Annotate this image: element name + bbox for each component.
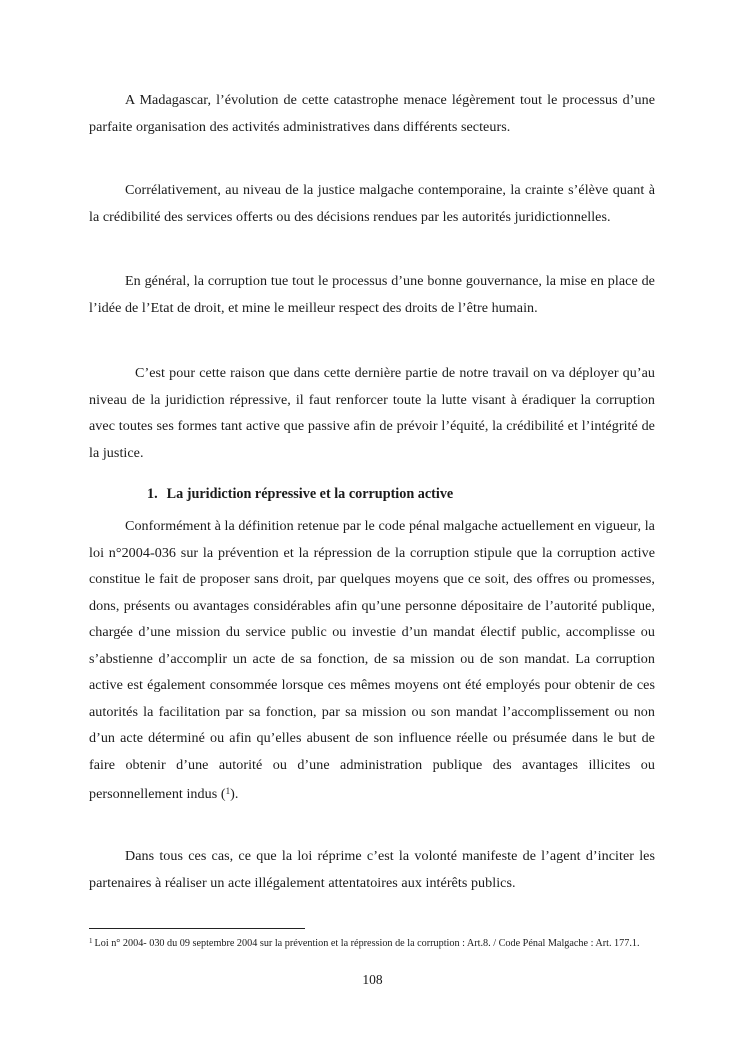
paragraph-text: Dans tous ces cas, ce que la loi réprime c’est la volonté manifeste de l’agent d’inciter les partenaires à réaliser un acte illégalement attentatoires aux intérêts publics. bbox=[89, 848, 655, 891]
paragraph-dans-tous bbox=[89, 843, 655, 896]
paragraph-text: En général, la corruption tue tout le processus d’une bonne gouvernance, la mise en place de l’idée de l’Etat de droit, et mine le meilleur respect des droits de l’être humain. bbox=[89, 273, 655, 316]
paragraph-text: Corrélativement, au niveau de la justice malgache contemporaine, la crainte s’élève quant à la crédibilité des services offerts ou des décisions rendues par les autorités juridictionnelles. bbox=[89, 182, 655, 225]
page-number: 108 bbox=[362, 972, 383, 987]
paragraph-text bbox=[89, 513, 655, 808]
footnote-text: Loi n° 2004- 030 du 09 septembre 2004 sur la prévention et la répression de la corruption : Art.8. / Code Pénal Malgache : Art. 177.1. bbox=[94, 938, 640, 949]
paragraph-cest-pour bbox=[89, 360, 655, 466]
footnote-reference[interactable]: 1 bbox=[225, 786, 231, 796]
footnote-marker: 1 bbox=[89, 937, 93, 945]
paragraph-conformement bbox=[89, 513, 655, 808]
footnote bbox=[89, 934, 649, 951]
section-heading bbox=[147, 481, 453, 507]
paragraph-en-general bbox=[89, 268, 655, 321]
footnote-divider bbox=[89, 928, 305, 929]
section-number: 1. bbox=[147, 486, 158, 502]
paragraph-correlativement bbox=[89, 177, 655, 230]
paragraph-end: ). bbox=[230, 786, 239, 802]
paragraph-body: Conformément à la définition retenue par le code pénal malgache actuellement en vigueur, la loi n°2004-036 sur la prévention et la répression de la corruption stipule que la corruption active constitue le fait de proposer sans droit, par quelques moyens que ce soit, des offres ou promesses, dons, présents ou avantages considérables afin qu’une personne dépositaire de l’autorité publique, chargée d’une mission du service public ou investie d’un mandat électif public, accomplisse ou s’abstienne d’accomplir un acte de sa fonction, de sa mission ou de son mandat. La corruption active est également consommée lorsque ces mêmes moyens ont été employés pour obtenir de ces autorités la facilitation par sa fonction, par sa mission ou son mandat l’accomplissement ou non d’un acte déterminé ou afin qu’elles abusent de son influence réelle ou présumée dans le but de faire obtenir d’une autorité ou d’une administration publique des avantages illicites ou personnellement indus ( bbox=[89, 518, 655, 802]
paragraph-madagascar bbox=[89, 87, 655, 140]
section-title: La juridiction répressive et la corruption active bbox=[166, 486, 454, 502]
paragraph-text: A Madagascar, l’évolution de cette catastrophe menace légèrement tout le processus d’une parfaite organisation des activités administratives dans différents secteurs. bbox=[89, 92, 655, 135]
paragraph-text: C’est pour cette raison que dans cette dernière partie de notre travail on va déployer qu’au niveau de la juridiction répressive, il faut renforcer toute la lutte visant à éradiquer la corruption avec toutes ses formes tant active que passive afin de prévoir l’équité, la crédibilité et l’intégrité de la justice. bbox=[89, 365, 655, 461]
